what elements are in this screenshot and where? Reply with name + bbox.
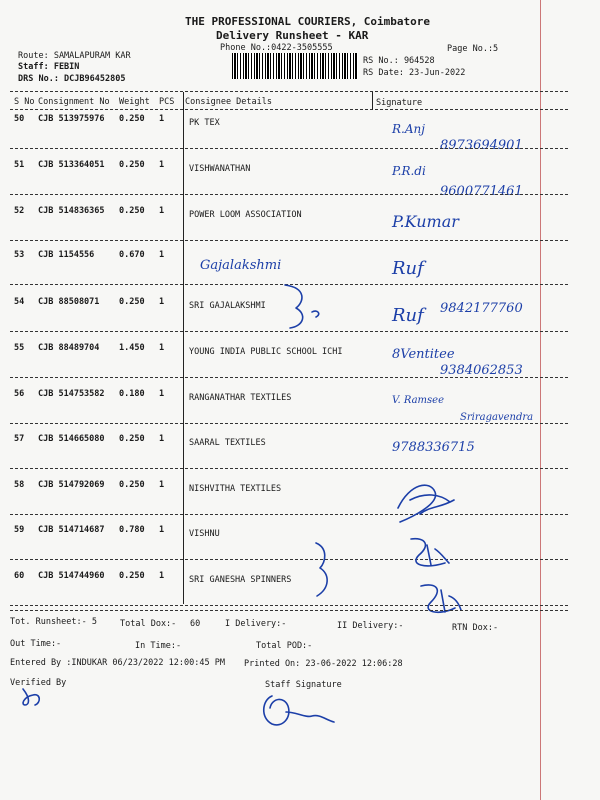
- col-pcs: PCS: [159, 97, 175, 107]
- row-consignment: CJB 514792069: [38, 480, 105, 490]
- row-sno: 59: [14, 525, 25, 535]
- row-consignee: NISHVITHA TEXTILES: [189, 484, 282, 494]
- row-pcs: 1: [159, 480, 165, 490]
- row-weight: 0.250: [119, 297, 145, 307]
- col-signature: Signature: [376, 98, 423, 108]
- row-signature: P.R.di: [392, 164, 426, 178]
- phone-number: Phone No.:0422-3505555: [220, 43, 333, 53]
- col-consignment: Consignment No: [38, 97, 110, 107]
- header-divider-top: [10, 91, 568, 92]
- row-signature: 9788336715: [392, 440, 475, 455]
- signature-row59-mark: [405, 535, 460, 575]
- row-consignment: CJB 1154556: [38, 250, 95, 260]
- row-consignment: CJB 88489704: [38, 343, 100, 353]
- row-sno: 54: [14, 297, 25, 307]
- row-weight: 0.250: [119, 434, 145, 444]
- row-consignee: SRI GAJALAKSHMI: [189, 301, 266, 311]
- row-consignee: PK TEX: [189, 118, 220, 128]
- row-weight: 1.450: [119, 343, 145, 353]
- handwritten-consignee-note: Gajalakshmi: [200, 258, 282, 273]
- row-signature-phone: 9384062853: [440, 363, 523, 378]
- barcode-image: [232, 53, 358, 79]
- row-pcs: 1: [159, 389, 165, 399]
- row-consignment: CJB 514836365: [38, 206, 105, 216]
- row-pcs: 1: [159, 297, 165, 307]
- printed-on: Printed On: 23-06-2022 12:06:28: [244, 659, 403, 669]
- page-number: Page No.:5: [447, 44, 499, 54]
- row-sno: 56: [14, 389, 25, 399]
- row-signature: P.Kumar: [392, 212, 459, 231]
- row-pcs: 1: [159, 525, 165, 535]
- col-consignee: Consignee Details: [185, 97, 272, 107]
- row-divider: [10, 377, 568, 378]
- staff-label: Staff: FEBIN: [18, 62, 80, 72]
- col-weight: Weight: [119, 97, 150, 107]
- in-time-label: In Time:-: [135, 641, 182, 651]
- row-pcs: 1: [159, 571, 165, 581]
- row-pcs: 1: [159, 250, 165, 260]
- row-weight: 0.780: [119, 525, 145, 535]
- row-pcs: 1: [159, 434, 165, 444]
- row-weight: 0.670: [119, 250, 145, 260]
- row-sno: 57: [14, 434, 25, 444]
- row-divider: [10, 514, 568, 515]
- row-consignment: CJB 514665080: [38, 434, 105, 444]
- row-signature: V. Ramsee: [392, 395, 445, 406]
- row-signature-phone: 8973694901: [440, 138, 523, 153]
- row-consignment: CJB 513975976: [38, 114, 105, 124]
- row-pcs: 1: [159, 160, 165, 170]
- header-divider-bottom: [10, 109, 568, 110]
- rs-date: RS Date: 23-Jun-2022: [363, 68, 466, 78]
- row-consignee: YOUNG INDIA PUBLIC SCHOOL ICHI: [189, 347, 343, 357]
- row-sno: 58: [14, 480, 25, 490]
- row-divider: [10, 605, 568, 606]
- route-label: Route: SAMALAPURAM KAR: [18, 51, 131, 61]
- ii-delivery-label: II Delivery:-: [337, 621, 404, 631]
- handwritten-bracket-mark: [282, 282, 332, 332]
- row-divider: [10, 148, 568, 149]
- row-signature-phone: 9842177760: [440, 301, 523, 316]
- total-dox-label: Total Dox:-: [120, 619, 177, 629]
- row-consignee: VISHWANATHAN: [189, 164, 251, 174]
- rs-number: RS No.: 964528: [363, 56, 435, 66]
- footer-divider: [10, 610, 568, 611]
- verified-by-label: Verified By: [10, 678, 67, 688]
- drs-number: DRS No.: DCJB96452805: [18, 74, 126, 84]
- staff-signature-mark: [258, 690, 348, 735]
- staff-signature-label: Staff Signature: [265, 680, 342, 690]
- row-weight: 0.180: [119, 389, 145, 399]
- verified-signature-mark: [19, 685, 49, 710]
- rtn-dox-label: RTN Dox:-: [452, 623, 499, 633]
- handwritten-extra-note: Sriragavendra: [460, 412, 534, 423]
- row-consignee: POWER LOOM ASSOCIATION: [189, 210, 302, 220]
- row-signature-phone: 9600771461: [440, 184, 523, 199]
- entered-by: Entered By :INDUKAR 06/23/2022 12:00:45 PM: [10, 658, 225, 668]
- tot-runsheet: Tot. Runsheet:- 5: [10, 617, 97, 627]
- row-weight: 0.250: [119, 160, 145, 170]
- company-title: THE PROFESSIONAL COURIERS, Coimbatore: [185, 15, 431, 28]
- row-signature: Ruf: [392, 258, 424, 279]
- row-pcs: 1: [159, 206, 165, 216]
- row-consignee: SRI GANESHA SPINNERS: [189, 575, 292, 585]
- row-consignee: RANGANATHAR TEXTILES: [189, 393, 292, 403]
- row-signature: Ruf: [392, 305, 424, 326]
- row-divider: [10, 240, 568, 241]
- row-sno: 60: [14, 571, 25, 581]
- row-sno: 52: [14, 206, 25, 216]
- row-weight: 0.250: [119, 206, 145, 216]
- out-time-label: Out Time:-: [10, 639, 62, 649]
- page-edge-line: [540, 0, 541, 800]
- row-pcs: 1: [159, 114, 165, 124]
- row-pcs: 1: [159, 343, 165, 353]
- signature-row58-mark: [390, 478, 460, 528]
- row-consignee: VISHNU: [189, 529, 220, 539]
- row-signature: R.Anj: [392, 122, 425, 136]
- row-sno: 50: [14, 114, 25, 124]
- row-consignee: SAARAL TEXTILES: [189, 438, 266, 448]
- row-signature: 8Ventitee: [392, 347, 455, 362]
- row-divider: [10, 423, 568, 424]
- row-consignment: CJB 514744960: [38, 571, 105, 581]
- total-pod-label: Total POD:-: [256, 641, 313, 651]
- signature-row60-mark: [415, 580, 475, 625]
- row-sno: 53: [14, 250, 25, 260]
- handwritten-bracket-mark-2: [312, 540, 342, 600]
- total-dox-value: 60: [190, 619, 201, 629]
- row-sno: 51: [14, 160, 25, 170]
- row-divider: [10, 559, 568, 560]
- row-divider: [10, 194, 568, 195]
- row-consignment: CJB 513364051: [38, 160, 105, 170]
- signature-column-border: [372, 92, 373, 110]
- row-consignment: CJB 88508071: [38, 297, 100, 307]
- row-consignment: CJB 514714687: [38, 525, 105, 535]
- consignee-column-border: [183, 92, 184, 604]
- row-sno: 55: [14, 343, 25, 353]
- row-divider: [10, 468, 568, 469]
- col-sno: S No: [14, 97, 35, 107]
- sheet-title: Delivery Runsheet - KAR: [216, 29, 369, 42]
- row-weight: 0.250: [119, 114, 145, 124]
- row-weight: 0.250: [119, 571, 145, 581]
- row-consignment: CJB 514753582: [38, 389, 105, 399]
- i-delivery-label: I Delivery:-: [225, 619, 287, 629]
- row-weight: 0.250: [119, 480, 145, 490]
